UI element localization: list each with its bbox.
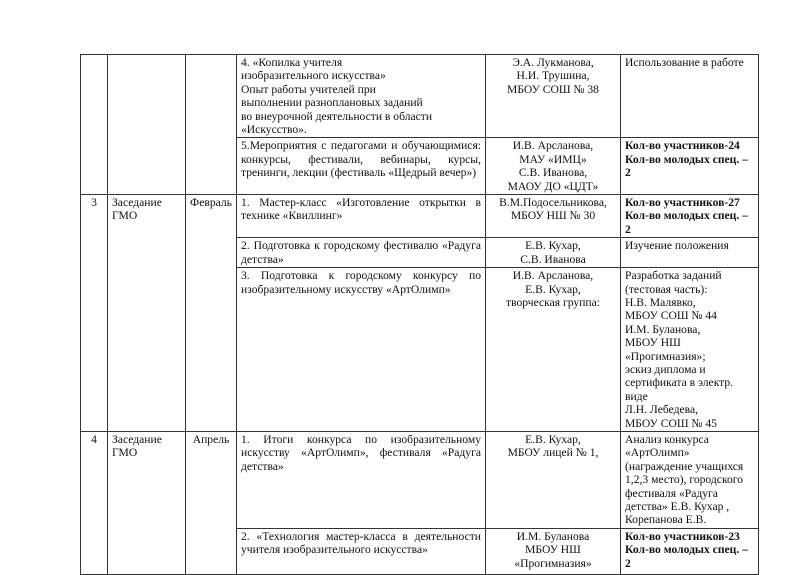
month (186, 55, 237, 195)
responsible-cell-line: МБОУ лицей № 1, (507, 446, 599, 460)
responsible-cell-line: МАУ «ИМЦ» (519, 152, 587, 166)
topic-cell (237, 138, 486, 195)
result-cell-line: эскиз диплома и (625, 362, 706, 376)
responsible-cell-line: И.В. Арсланова, (512, 269, 594, 283)
result-cell-line: (тестовая часть): (625, 282, 708, 296)
responsible-cell (486, 238, 621, 268)
topic-cell (237, 528, 486, 574)
result-cell-line: Использование в работе (625, 56, 744, 69)
table-row (81, 55, 759, 138)
event-type: Заседание ГМО (108, 431, 186, 574)
result-cell (621, 268, 759, 432)
result-cell (621, 195, 759, 238)
topic-cell-line: 3. Подготовка к городскому конкурсу по изобразительному искусству «АртОлимп» (241, 269, 481, 296)
event-type: Заседание ГМО (108, 195, 186, 432)
responsible-cell (486, 268, 621, 432)
topic-cell-line: изобразительного искусства» (241, 69, 386, 83)
row-number (81, 55, 108, 195)
topic-cell-line: 4. «Копилка учителя (241, 56, 343, 69)
responsible-cell-line: Н.И. Трушина, (516, 69, 590, 83)
topic-cell-line: во внеурочной деятельности в области (241, 109, 433, 123)
topic-cell (237, 55, 486, 138)
result-cell-line: Кол-во участников-24 (625, 139, 740, 153)
responsible-cell (486, 138, 621, 195)
plan-table (80, 54, 759, 575)
topic-cell (237, 431, 486, 528)
result-cell-line: «Прогимназия»; (625, 349, 706, 363)
topic-cell-line: 1. Итоги конкурса по изобразительному искусству «АртОлимп», фестиваля «Радуга детства» (241, 432, 481, 473)
result-cell-line: МБОУ СОШ № 45 (625, 416, 717, 430)
result-cell (621, 55, 759, 138)
month: Февраль (186, 195, 237, 432)
responsible-cell-line: Е.В. Кухар, (525, 239, 581, 253)
result-cell-line: Кол-во молодых спец. – 2 (625, 209, 748, 236)
responsible-cell (486, 528, 621, 574)
result-cell-line: (награждение учащихся (625, 459, 744, 473)
result-cell (621, 238, 759, 268)
topic-cell-line: 2. «Технология мастер-класса в деятельности учителя изобразительного искусства» (241, 529, 481, 557)
result-cell-line: МБОУ СОШ № 44 (625, 309, 717, 323)
result-cell-line: И.М. Буланова, (625, 322, 701, 336)
row-number: 3 (81, 195, 108, 432)
responsible-cell (486, 55, 621, 138)
responsible-cell-line: Е.В. Кухар, (525, 282, 581, 296)
result-cell-line: Л.Н. Лебедева, (625, 403, 699, 417)
row-number: 4 (81, 431, 108, 574)
responsible-cell-line: С.В. Иванова, (518, 166, 588, 180)
responsible-cell-line: МБОУ НШ (525, 543, 581, 557)
responsible-cell-line: МАОУ ДО «ЦДТ» (507, 179, 599, 193)
responsible-cell-line: творческая группа: (506, 295, 600, 309)
result-cell-line: Анализ конкурса (625, 432, 709, 446)
responsible-cell-line: И.В. Арсланова, (512, 139, 594, 153)
result-cell-line: фестиваля «Радуга (625, 486, 718, 500)
topic-cell-line: 2. Подготовка к городскому фестивалю «Радуга детства» (241, 239, 481, 266)
responsible-cell-line: В.М.Подосельникова, (499, 196, 607, 210)
topic-cell-line: «Искусство». (241, 123, 307, 137)
result-cell-line: Кол-во молодых спец. – 2 (625, 543, 748, 570)
responsible-cell-line: МБОУ НШ № 30 (510, 209, 596, 223)
result-cell-line: Кол-во участников-23 (625, 529, 740, 543)
topic-cell-line: Опыт работы учителей при (241, 82, 376, 96)
result-cell-line: Корепанова Е.В. (625, 513, 707, 527)
topic-cell (237, 195, 486, 238)
topic-cell-line: 5.Мероприятия с педагогами и обучающимися: конкурсы, фестивали, вебинары, курсы, тренинги, лекции (фестиваль «Щедрый вечер») (241, 139, 481, 180)
result-cell (621, 138, 759, 195)
result-cell-line: Н.В. Малявко, (625, 295, 696, 309)
result-cell (621, 528, 759, 574)
result-cell-line: «АртОлимп» (625, 446, 690, 460)
topic-cell-line: 1. Мастер-класс «Изготовление открытки в технике «Квиллинг» (241, 196, 481, 223)
month: Апрель (186, 431, 237, 574)
result-cell-line: детства» Е.В. Кухар , (625, 500, 730, 513)
table-row (81, 195, 759, 238)
responsible-cell-line: Э.А. Лукманова, (512, 56, 594, 69)
result-cell-line: МБОУ НШ (625, 336, 681, 350)
responsible-cell-line: МБОУ СОШ № 38 (507, 82, 599, 96)
responsible-cell (486, 195, 621, 238)
table-row (81, 431, 759, 528)
result-cell-line: 1,2,3 место), городского (625, 473, 744, 487)
event-type (108, 55, 186, 195)
result-cell-line: сертификата в электр. виде (625, 376, 734, 403)
topic-cell (237, 268, 486, 432)
topic-cell (237, 238, 486, 268)
responsible-cell-line: С.В. Иванова (520, 252, 586, 266)
result-cell-line: Кол-во молодых спец. – 2 (625, 152, 748, 180)
topic-cell-line: выполнении разноплановых заданий (241, 96, 423, 110)
result-cell (621, 431, 759, 528)
responsible-cell-line: И.М. Буланова (516, 529, 590, 543)
responsible-cell-line: Е.В. Кухар, (525, 432, 581, 446)
result-cell-line: Изучение положения (625, 239, 729, 253)
responsible-cell-line: «Прогимназия» (514, 556, 592, 570)
responsible-cell (486, 431, 621, 528)
result-cell-line: Разработка заданий (625, 269, 722, 283)
result-cell-line: Кол-во участников-27 (625, 196, 740, 210)
